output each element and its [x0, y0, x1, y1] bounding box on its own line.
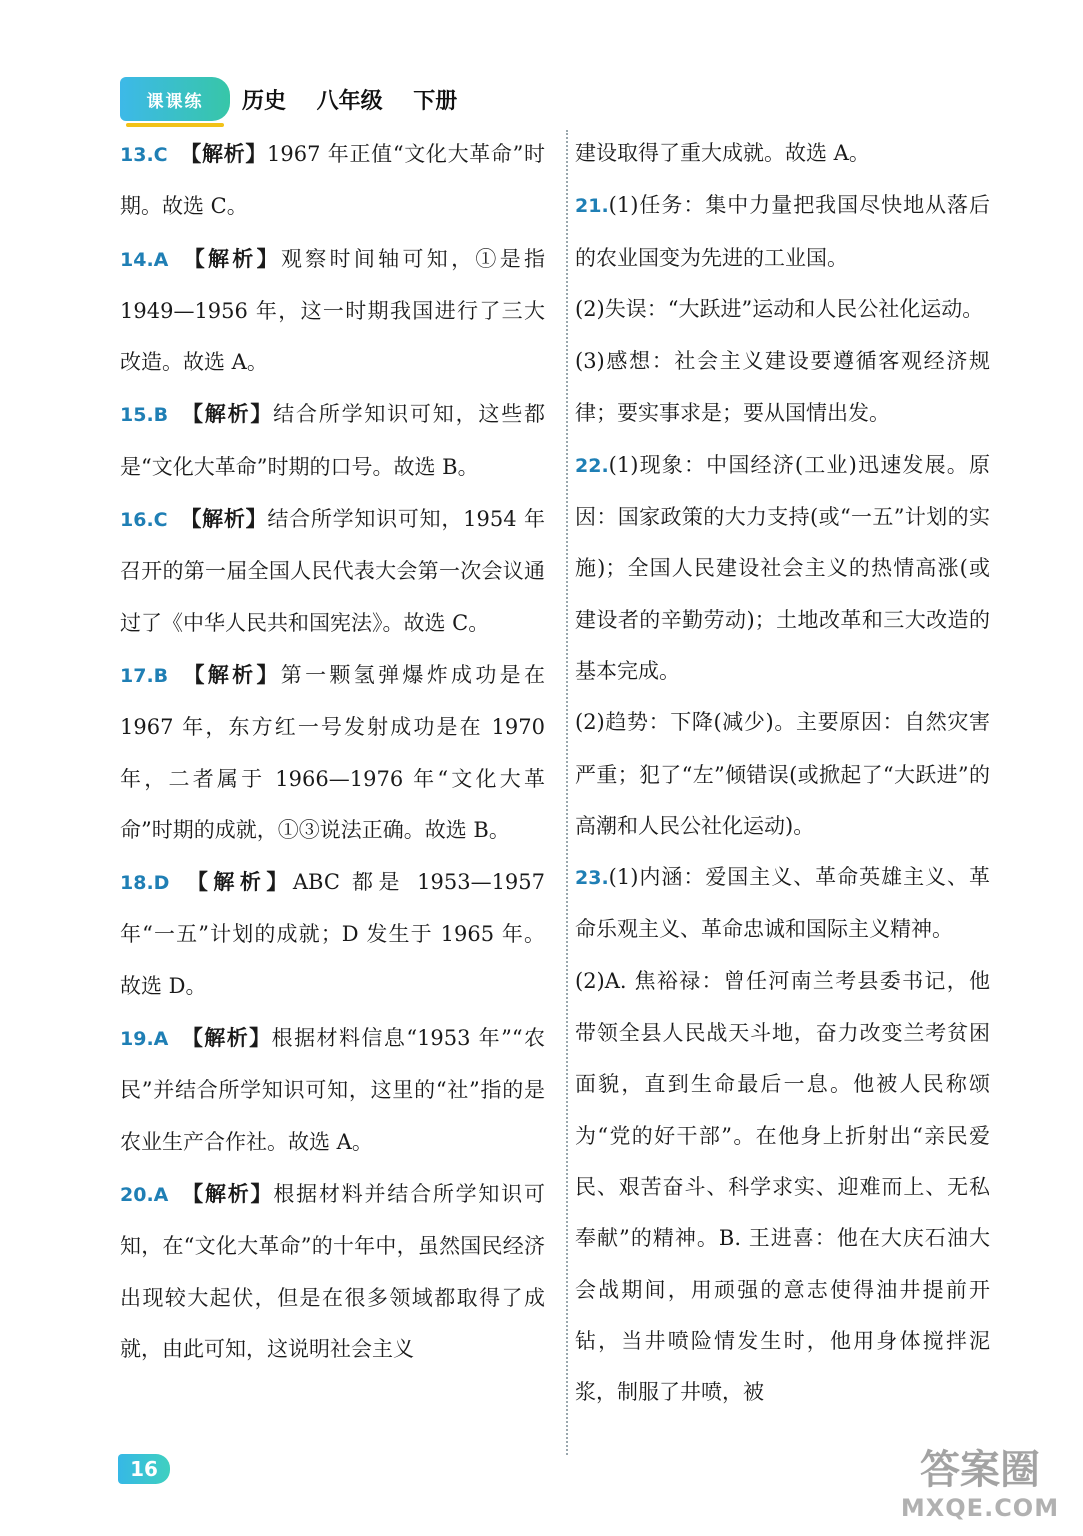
answer-letter: B — [153, 664, 169, 687]
analysis-tag: 【解析】 — [181, 869, 293, 895]
answer-item — [575, 956, 990, 1419]
question-number: 16. — [120, 509, 154, 532]
answer-letter: D — [153, 872, 170, 895]
analysis-tag: 【解析】 — [179, 506, 268, 532]
analysis-text: ABC 都是 1953—1957 年“一五”计划的成就；D 发生于 1965 年。故选 D。 — [120, 870, 546, 998]
analysis-tag: 【解析】 — [180, 401, 274, 427]
answer-item — [575, 336, 990, 440]
page-number: 16 — [118, 1454, 170, 1484]
question-number: 15. — [120, 404, 154, 427]
question-number: 19. — [120, 1028, 154, 1051]
answer-text: (2)趋势：下降(减少)。主要原因：自然灾害严重；犯了“左”倾错误(或掀起了“大跃进”的高潮和人民公社化运动)。 — [575, 710, 990, 838]
analysis-text: 观察时间轴可知，①是指 1949—1956 年，这一时期我国进行了三大改造。故选 A。 — [120, 246, 546, 375]
answer-item — [120, 388, 545, 493]
question-number: 14. — [120, 248, 154, 271]
analysis-tag: 【解析】 — [180, 661, 281, 687]
answer-item — [120, 856, 545, 1012]
answer-item — [120, 649, 545, 856]
answer-letter: A — [153, 248, 169, 271]
watermark-logo — [890, 1446, 1070, 1530]
answer-item — [575, 440, 990, 697]
column-divider — [566, 130, 568, 1455]
answer-text: 建设取得了重大成就。故选 A。 — [575, 141, 870, 165]
answer-letter: C — [153, 509, 168, 532]
answer-item — [120, 1012, 545, 1168]
question-number: 20. — [120, 1183, 154, 1206]
brand-logo — [120, 77, 230, 121]
watermark-text: 答案圈 — [920, 1447, 1040, 1493]
question-number: 22. — [575, 454, 609, 477]
page-header — [120, 74, 457, 124]
analysis-text: 根据材料并结合所学知识可知，在“文化大革命”的十年中，虽然国民经济出现较大起伏，但是在很多领域都取得了成就，由此可知，这说明社会主义 — [120, 1181, 546, 1361]
page-title: 历史 八年级 下册 — [242, 87, 458, 114]
answer-item — [575, 697, 990, 852]
answer-text: (2)失误：“大跃进”运动和人民公社化运动。 — [575, 296, 984, 321]
question-number: 13. — [120, 144, 154, 166]
analysis-text: 结合所学知识可知，1954 年召开的第一届全国人民代表大会第一次会议通过了《中华人民共和国宪法》。故选 C。 — [120, 507, 545, 635]
answer-item — [575, 284, 990, 336]
analysis-tag: 【解析】 — [180, 1180, 274, 1206]
answer-text: (3)感想：社会主义建设要遵循客观经济规律；要实事求是；要从国情出发。 — [575, 349, 990, 426]
answer-item — [120, 233, 545, 389]
question-number: 18. — [120, 872, 154, 895]
answer-text: (1)内涵：爱国主义、革命英雄主义、革命乐观主义、革命忠诚和国际主义精神。 — [575, 865, 990, 942]
analysis-text: 第一颗氢弹爆炸成功是在 1967 年，东方红一号发射成功是在 1970 年，二者属于 1966—1976 年“文化大革命”时期的成就，①③说法正确。故选 B。 — [120, 662, 546, 842]
answer-item — [575, 180, 990, 284]
answer-item — [575, 128, 990, 180]
answer-letter: A — [153, 1028, 169, 1051]
answer-letter: C — [153, 144, 168, 166]
analysis-tag: 【解析】 — [180, 1025, 272, 1051]
analysis-tag: 【解析】 — [180, 245, 281, 271]
answer-item — [575, 852, 990, 956]
analysis-text: 结合所学知识可知，这些都是“文化大革命”时期的口号。故选 B。 — [120, 402, 546, 479]
answer-letter: A — [153, 1183, 169, 1206]
analysis-tag: 【解析】 — [179, 141, 267, 166]
question-number: 17. — [120, 664, 154, 687]
answer-item — [120, 1168, 545, 1375]
answer-item — [120, 128, 545, 233]
answer-text: (1)现象：中国经济(工业)迅速发展。原因：国家政策的大力支持(或“一五”计划的实施)；全国人民建设社会主义的热情高涨(或建设者的辛勤劳动)；土地改革和三大改造的基本完成。 — [575, 452, 990, 683]
analysis-text: 根据材料信息“1953 年”“农民”并结合所学知识可知，这里的“社”指的是农业生产合作社。故选 A。 — [120, 1026, 546, 1154]
brand-logo-text: 课课练 — [146, 91, 204, 112]
question-number: 23. — [575, 867, 609, 890]
answer-item — [120, 493, 545, 649]
question-number: 21. — [575, 195, 609, 218]
watermark-url: MXQE.COM — [900, 1494, 1060, 1522]
left-column — [120, 128, 545, 1375]
answer-letter: B — [153, 404, 169, 427]
answer-text: (1)任务：集中力量把我国尽快地从落后的农业国变为先进的工业国。 — [575, 193, 990, 270]
right-column — [575, 128, 990, 1418]
answer-text: (2)A. 焦裕禄：曾任河南兰考县委书记，他带领全县人民战天斗地，奋力改变兰考贫困面貌，直到生命最后一息。他被人民称颂为“党的好干部”。在他身上折射出“亲民爱民、艰苦奋斗、科学求实、迎难而上、无私奉献”的精神。B. 王进喜：他在大庆石油大会战期间，用顽强的意志使得油井提前开钻，当井喷险情发生时，他用身体搅拌泥浆，制服了井喷，被 — [575, 968, 990, 1405]
analysis-text: 1967 年正值“文化大革命”时期。故选 C。 — [120, 142, 546, 219]
